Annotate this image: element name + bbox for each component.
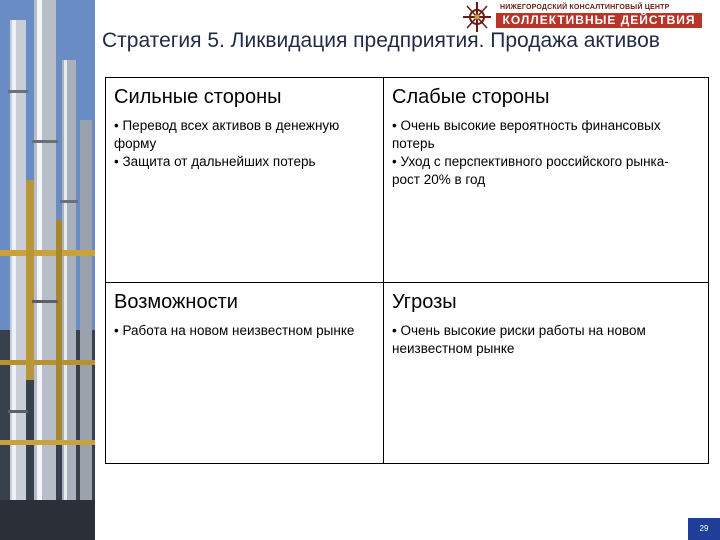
weaknesses-cell: [383, 78, 708, 282]
logo-subtitle: НИЖЕГОРОДСКИЙ КОНСАЛТИНГОВЫЙ ЦЕНТР: [500, 4, 670, 11]
refinery-photo: [0, 0, 95, 540]
opportunities-heading: Возможности: [114, 291, 238, 313]
weaknesses-heading: Слабые стороны: [392, 86, 550, 108]
logo-name: КОЛЛЕКТИВНЫЕ ДЕЙСТВИЯ: [496, 13, 702, 28]
page-number: 29: [688, 518, 720, 540]
page-title: Стратегия 5. Ликвидация предприятия. Продажа активов: [102, 29, 660, 52]
threats-heading: Угрозы: [392, 291, 457, 313]
strengths-item: • Защита от дальнейших потерь: [114, 154, 316, 169]
weaknesses-item: • Очень высокие вероятность финансовых потерь: [392, 118, 661, 151]
strengths-item: • Перевод всех активов в денежную форму: [114, 118, 340, 151]
swot-table: [105, 77, 709, 464]
strengths-heading: Сильные стороны: [114, 86, 282, 108]
strengths-cell: [106, 78, 383, 282]
weaknesses-item: • Уход с перспективного российского рынка- рост 20% в год: [392, 154, 669, 187]
opportunities-item: • Работа на новом неизвестном рынке: [114, 323, 355, 338]
opportunities-cell: [106, 282, 383, 463]
threats-item: • Очень высокие риски работы на новом неизвестном рынке: [392, 323, 646, 356]
threats-cell: [383, 282, 708, 463]
